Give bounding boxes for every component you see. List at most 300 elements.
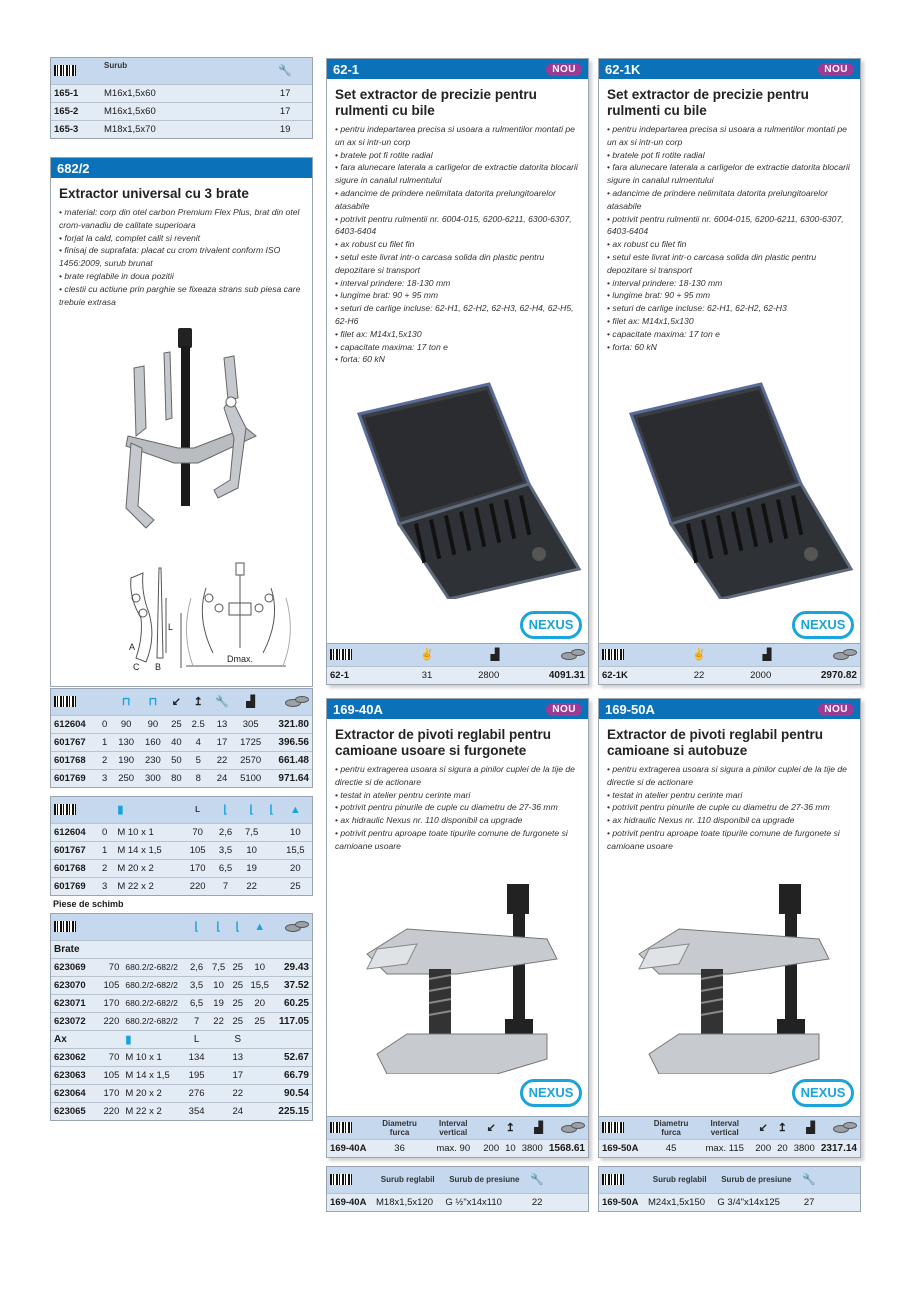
feature-item: • clestii cu actiune prin parghie se fixeaza strans sub piesa care trebuie extrasa bbox=[59, 283, 304, 309]
value: 90 bbox=[140, 715, 167, 733]
code: 601768 bbox=[51, 751, 99, 769]
value bbox=[265, 841, 279, 859]
spindle-icon: ▮ bbox=[117, 804, 124, 817]
col-l: L bbox=[183, 797, 213, 823]
code: 601769 bbox=[51, 877, 99, 895]
feature-item: • potrivit pentru pinurile de cuple cu diametru de 27-36 mm bbox=[335, 801, 580, 814]
thread: M 20 x 2 bbox=[114, 859, 182, 877]
table-row bbox=[51, 958, 312, 976]
size: 170 bbox=[99, 994, 122, 1012]
feature-item: • ax robust cu filet fin bbox=[335, 238, 580, 251]
price-coins-icon bbox=[833, 1122, 857, 1132]
table-169-50a-screws bbox=[598, 1166, 861, 1212]
value: 8 bbox=[186, 769, 209, 787]
pivot-extractor-image bbox=[619, 874, 839, 1074]
length: 354 bbox=[185, 1102, 208, 1120]
barcode-icon bbox=[54, 65, 76, 76]
product-title: Extractor universal cu 3 brate bbox=[59, 186, 249, 201]
feature-item: • filet ax: M14x1,5x130 bbox=[607, 315, 852, 328]
table-row bbox=[599, 666, 860, 684]
size: 3 bbox=[99, 769, 113, 787]
weight-icon: ▟ bbox=[534, 1122, 543, 1135]
feature-item: • fara alunecare laterala a carligelor de extractie datorita blocarii sigure in canalul rulmentului bbox=[335, 161, 580, 187]
tool-case-image bbox=[611, 374, 856, 599]
value: 7,5 bbox=[208, 958, 229, 976]
value: 19 bbox=[239, 859, 265, 877]
feature-item: • brate reglabile in doua pozitii bbox=[59, 270, 304, 283]
price-coins-icon bbox=[561, 1122, 585, 1132]
wrench-icon: 🔧 bbox=[278, 65, 293, 78]
col-s: S bbox=[229, 1030, 247, 1048]
size: 220 bbox=[99, 1012, 122, 1030]
tool-case-image bbox=[339, 374, 584, 599]
feature-item: • pentru extragerea usoara si sigura a pinilor cuplei de la tije de directie si de actionare bbox=[335, 763, 580, 789]
section-row-brate bbox=[51, 940, 312, 958]
product-card-169-50a bbox=[598, 698, 861, 1158]
feature-item: • testat in atelier pentru cerinte mari bbox=[335, 789, 580, 802]
feature-item: • potrivit pentru rulmentii nr. 6004-015, 6200-6211, 6300-6307, 6403-6404 bbox=[607, 213, 852, 239]
feature-item: • potrivit pentru pinurile de cuple cu diametru de 27-36 mm bbox=[607, 801, 852, 814]
feature-list bbox=[59, 206, 304, 308]
feature-item: • adancime de prindere nelimitata datorita prelungitoarelor atasabile bbox=[607, 187, 852, 213]
dimension-diagram bbox=[121, 558, 301, 673]
table-682-dimensions bbox=[50, 796, 313, 896]
value: 6,5 bbox=[212, 859, 238, 877]
pieces-hand-icon: ✌ bbox=[692, 649, 706, 662]
value: 160 bbox=[140, 733, 167, 751]
new-badge: NOU bbox=[818, 63, 854, 76]
table-row bbox=[51, 733, 312, 751]
weight: 2570 bbox=[234, 751, 267, 769]
weight: 305 bbox=[234, 715, 267, 733]
pieces: 31 bbox=[407, 666, 447, 684]
value: 20 bbox=[279, 859, 312, 877]
weight-icon: ▟ bbox=[762, 649, 772, 662]
table-row bbox=[599, 1139, 860, 1157]
pivot-extractor-image bbox=[347, 874, 567, 1074]
value: 25 bbox=[229, 976, 247, 994]
product-title: Extractor de pivoti reglabil pentru camioane si autobuze bbox=[607, 727, 824, 758]
table-row bbox=[599, 1193, 860, 1211]
product-code: 682/2 bbox=[57, 160, 90, 176]
svg-text:C: C bbox=[133, 662, 140, 672]
weight: 5100 bbox=[234, 769, 267, 787]
thread: M 10 x 1 bbox=[114, 823, 182, 841]
size: 1 bbox=[99, 733, 113, 751]
value: 25 bbox=[166, 715, 186, 733]
value: 36 bbox=[373, 1139, 426, 1157]
product-code: 62-1K bbox=[605, 61, 641, 77]
feature-item: • capacitate maxima: 17 ton e bbox=[607, 328, 852, 341]
section-label: Brate bbox=[51, 940, 312, 958]
product-table bbox=[327, 643, 588, 684]
value bbox=[265, 823, 279, 841]
weight: 2800 bbox=[447, 666, 502, 684]
feature-item: • ax robust cu filet fin bbox=[607, 238, 852, 251]
arm-b-icon: ⌊ bbox=[249, 804, 254, 817]
feature-item: • seturi de carlige incluse: 62-H1, 62-H2, 62-H3, 62-H4, 62-H5, 62-H6 bbox=[335, 302, 580, 328]
thread: M 22 x 2 bbox=[114, 877, 182, 895]
thread: M 10 x 1 bbox=[122, 1048, 185, 1066]
weight: 1725 bbox=[234, 733, 267, 751]
code: 165-3 bbox=[51, 120, 101, 138]
new-badge: NOU bbox=[546, 703, 582, 716]
table-header bbox=[51, 689, 312, 715]
product-code-header bbox=[599, 699, 860, 719]
value: 22 bbox=[239, 877, 265, 895]
price: 1568.61 bbox=[546, 1139, 588, 1157]
price: 396.56 bbox=[267, 733, 312, 751]
size: 220 bbox=[99, 1102, 122, 1120]
price: 971.64 bbox=[267, 769, 312, 787]
table-row bbox=[51, 1084, 312, 1102]
feature-item: • potrivit pentru aproape toate tipurile comune de furgonete si camioane usoare bbox=[607, 827, 852, 853]
code: 623062 bbox=[51, 1048, 99, 1066]
table-row bbox=[327, 1139, 588, 1157]
pieces-hand-icon: ✌ bbox=[420, 649, 434, 662]
feature-item: • pentru extragerea usoara si sigura a pinilor cuplei de la tije de directie si de actionare bbox=[607, 763, 852, 789]
value: 13 bbox=[210, 715, 234, 733]
table-header bbox=[51, 797, 312, 823]
value: 24 bbox=[229, 1102, 247, 1120]
value: 15,5 bbox=[279, 841, 312, 859]
surub: M16x1,5x60 bbox=[101, 102, 258, 120]
value: 200 bbox=[752, 1139, 774, 1157]
size: 70 bbox=[99, 1048, 122, 1066]
col-diametru-furca: Diametru furca bbox=[373, 1117, 426, 1139]
surub: M16x1,5x60 bbox=[101, 84, 258, 102]
value: 250 bbox=[113, 769, 140, 787]
table-header bbox=[51, 914, 312, 940]
value: 24 bbox=[210, 769, 234, 787]
code: 623065 bbox=[51, 1102, 99, 1120]
value: 17 bbox=[210, 733, 234, 751]
feature-item: • seturi de carlige incluse: 62-H1, 62-H2, 62-H3 bbox=[607, 302, 852, 315]
fit: 680.2/2-682/2 bbox=[122, 994, 185, 1012]
code: 601767 bbox=[51, 841, 99, 859]
product-card-682-2 bbox=[50, 157, 313, 687]
feature-item: • fara alunecare laterala a carligelor de extractie datorita blocarii sigure in canalul rulmentului bbox=[607, 161, 852, 187]
three-arm-puller-image bbox=[106, 328, 266, 538]
length: 220 bbox=[183, 877, 213, 895]
barcode-icon bbox=[602, 649, 624, 660]
jaw-depth-icon: ⊓ bbox=[148, 696, 158, 709]
reach-icon: ↙ bbox=[758, 1122, 768, 1135]
feature-item: • adancime de prindere nelimitata datorita prelungitoarelor atasabile bbox=[335, 187, 580, 213]
arm-c-icon: ⌊ bbox=[235, 921, 240, 934]
barcode-icon bbox=[330, 649, 352, 660]
svg-text:L: L bbox=[168, 622, 174, 632]
svg-text:B: B bbox=[155, 662, 162, 672]
value: 10 bbox=[247, 958, 273, 976]
thread: M 22 x 2 bbox=[122, 1102, 185, 1120]
price: 52.67 bbox=[273, 1048, 312, 1066]
product-title: Extractor de pivoti reglabil pentru camioane usoare si furgonete bbox=[335, 727, 552, 758]
product-code: 62-1 bbox=[333, 61, 360, 77]
code: 623063 bbox=[51, 1066, 99, 1084]
price: 117.05 bbox=[273, 1012, 312, 1030]
price: 661.48 bbox=[267, 751, 312, 769]
value: 10 bbox=[239, 841, 265, 859]
value: 22 bbox=[208, 1012, 229, 1030]
value: 10 bbox=[208, 976, 229, 994]
price: 29.43 bbox=[273, 958, 312, 976]
weight-icon: ▟ bbox=[806, 1122, 815, 1135]
price: 321.80 bbox=[267, 715, 312, 733]
table-header bbox=[327, 644, 588, 666]
value: 22 bbox=[210, 751, 234, 769]
size: 105 bbox=[99, 976, 122, 994]
tip-icon: ▲ bbox=[289, 803, 301, 816]
table-header bbox=[327, 1167, 588, 1193]
code: 612604 bbox=[51, 715, 99, 733]
price: 2317.14 bbox=[818, 1139, 860, 1157]
price-coins-icon bbox=[285, 696, 309, 706]
value: 25 bbox=[279, 877, 312, 895]
feature-item: • forta: 60 kN bbox=[335, 353, 580, 366]
weight: 3800 bbox=[791, 1139, 818, 1157]
code: 623070 bbox=[51, 976, 99, 994]
thread: M 20 x 2 bbox=[122, 1084, 185, 1102]
thread: M 14 x 1,5 bbox=[114, 841, 182, 859]
value: 19 bbox=[208, 994, 229, 1012]
lift-icon: ↥ bbox=[777, 1122, 787, 1135]
length: 170 bbox=[183, 859, 213, 877]
table-header bbox=[327, 1117, 588, 1139]
table-header bbox=[599, 1167, 860, 1193]
value: 2.5 bbox=[186, 715, 209, 733]
value: 20 bbox=[247, 994, 273, 1012]
fit: 680.2/2-682/2 bbox=[122, 1012, 185, 1030]
price-coins-icon bbox=[833, 649, 857, 659]
feature-item: • setul este livrat intr-o carcasa solida din plastic pentru depozitare si transport bbox=[607, 251, 852, 277]
value: 25 bbox=[229, 994, 247, 1012]
value: M24x1,5x150 bbox=[645, 1193, 714, 1211]
product-code: 169-50A bbox=[605, 701, 655, 717]
svg-text:Dmax.: Dmax. bbox=[227, 654, 254, 664]
jaw-opening-icon: ⊓ bbox=[121, 696, 131, 709]
nexus-logo: NEXUS bbox=[520, 611, 582, 639]
nexus-logo: NEXUS bbox=[792, 611, 854, 639]
code: 601769 bbox=[51, 769, 99, 787]
nexus-logo: NEXUS bbox=[792, 1079, 854, 1107]
table-row bbox=[327, 666, 588, 684]
product-code-header bbox=[599, 59, 860, 79]
table-row bbox=[51, 84, 312, 102]
value: 17 bbox=[229, 1066, 247, 1084]
size: 2 bbox=[99, 751, 113, 769]
thread: M 14 x 1,5 bbox=[122, 1066, 185, 1084]
value: G ½"x14x110 bbox=[442, 1193, 526, 1211]
length: 134 bbox=[185, 1048, 208, 1066]
feature-item: • bratele pot fi rotite radial bbox=[335, 149, 580, 162]
product-code-header bbox=[327, 59, 588, 79]
code: 169-50A bbox=[599, 1193, 645, 1211]
value: 2,6 bbox=[212, 823, 238, 841]
reach-icon: ↙ bbox=[171, 696, 181, 709]
arm-a-icon: ⌊ bbox=[194, 921, 199, 934]
svg-text:A: A bbox=[129, 642, 136, 652]
value: 300 bbox=[140, 769, 167, 787]
spare-parts-title: Piese de schimb bbox=[53, 899, 124, 909]
price: 60.25 bbox=[273, 994, 312, 1012]
value: 7 bbox=[212, 877, 238, 895]
table-row bbox=[51, 823, 312, 841]
value: 2,6 bbox=[185, 958, 208, 976]
product-table bbox=[599, 643, 860, 684]
feature-item: • bratele pot fi rotite radial bbox=[607, 149, 852, 162]
product-code: 169-40A bbox=[333, 701, 383, 717]
code: 169-40A bbox=[327, 1193, 373, 1211]
table-row bbox=[327, 1193, 588, 1211]
code: 165-1 bbox=[51, 84, 101, 102]
barcode-icon bbox=[602, 1174, 624, 1185]
size: 1 bbox=[99, 841, 114, 859]
key: 17 bbox=[258, 84, 312, 102]
length: 195 bbox=[185, 1066, 208, 1084]
price: 37.52 bbox=[273, 976, 312, 994]
feature-item: • setul este livrat intr-o carcasa solida din plastic pentru depozitare si transport bbox=[335, 251, 580, 277]
code: 623071 bbox=[51, 994, 99, 1012]
table-row bbox=[51, 751, 312, 769]
value: 22 bbox=[526, 1193, 548, 1211]
value: 80 bbox=[166, 769, 186, 787]
table-header bbox=[599, 1117, 860, 1139]
value bbox=[265, 877, 279, 895]
size: 2 bbox=[99, 859, 114, 877]
arm-b-icon: ⌊ bbox=[216, 921, 221, 934]
feature-item: • forta: 60 kN bbox=[607, 341, 852, 354]
feature-item: • lungime brat: 90 + 95 mm bbox=[607, 289, 852, 302]
value: 25 bbox=[229, 1012, 247, 1030]
feature-item: • capacitate maxima: 17 ton e bbox=[335, 341, 580, 354]
value: 230 bbox=[140, 751, 167, 769]
size: 3 bbox=[99, 877, 114, 895]
code: 623064 bbox=[51, 1084, 99, 1102]
new-badge: NOU bbox=[546, 63, 582, 76]
price-coins-icon bbox=[561, 649, 585, 659]
length: 276 bbox=[185, 1084, 208, 1102]
code: 601768 bbox=[51, 859, 99, 877]
size: 0 bbox=[99, 715, 113, 733]
price: 66.79 bbox=[273, 1066, 312, 1084]
value: 10 bbox=[502, 1139, 519, 1157]
code: 623069 bbox=[51, 958, 99, 976]
value: 27 bbox=[798, 1193, 820, 1211]
value: 3,5 bbox=[185, 976, 208, 994]
feature-item: • potrivit pentru aproape toate tipurile comune de furgonete si camioane usoare bbox=[335, 827, 580, 853]
nexus-logo: NEXUS bbox=[520, 1079, 582, 1107]
code: 165-2 bbox=[51, 102, 101, 120]
feature-item: • testat in atelier pentru cerinte mari bbox=[607, 789, 852, 802]
product-table bbox=[327, 1116, 588, 1157]
product-title: Set extractor de precizie pentru rulmenti cu bile bbox=[607, 87, 809, 118]
value: 50 bbox=[166, 751, 186, 769]
table-row bbox=[51, 1066, 312, 1084]
spindle-icon: ▮ bbox=[125, 1033, 132, 1046]
code: 169-40A bbox=[327, 1139, 373, 1157]
table-row bbox=[51, 1102, 312, 1120]
table-169-40a-screws bbox=[326, 1166, 589, 1212]
lift-icon: ↥ bbox=[193, 696, 203, 709]
price-coins-icon bbox=[285, 921, 309, 931]
table-row bbox=[51, 877, 312, 895]
value: 10 bbox=[279, 823, 312, 841]
code: 62-1 bbox=[327, 666, 407, 684]
feature-item: • potrivit pentru rulmentii nr. 6004-015, 6200-6211, 6300-6307, 6403-6404 bbox=[335, 213, 580, 239]
value: 200 bbox=[480, 1139, 502, 1157]
table-spare-parts bbox=[50, 913, 313, 1121]
barcode-icon bbox=[54, 921, 76, 932]
feature-item: • lungime brat: 90 + 95 mm bbox=[335, 289, 580, 302]
code: 612604 bbox=[51, 823, 99, 841]
price: 225.15 bbox=[273, 1102, 312, 1120]
value: 20 bbox=[774, 1139, 791, 1157]
value: 6,5 bbox=[185, 994, 208, 1012]
new-badge: NOU bbox=[818, 703, 854, 716]
lift-icon: ↥ bbox=[505, 1122, 515, 1135]
value: M18x1,5x120 bbox=[373, 1193, 442, 1211]
size: 170 bbox=[99, 1084, 122, 1102]
length: 105 bbox=[183, 841, 213, 859]
value: 22 bbox=[229, 1084, 247, 1102]
value: 40 bbox=[166, 733, 186, 751]
key: 19 bbox=[258, 120, 312, 138]
feature-item: • forjat la cald, complet calit si revenit bbox=[59, 232, 304, 245]
feature-item: • interval prindere: 18-130 mm bbox=[335, 277, 580, 290]
value: 25 bbox=[229, 958, 247, 976]
value: max. 115 bbox=[697, 1139, 752, 1157]
table-row bbox=[51, 976, 312, 994]
arm-c-icon: ⌊ bbox=[269, 804, 274, 817]
table-row bbox=[51, 769, 312, 787]
product-code-header bbox=[327, 699, 588, 719]
value: 4 bbox=[186, 733, 209, 751]
feature-item: • filet ax: M14x1,5x130 bbox=[335, 328, 580, 341]
price: 4091.31 bbox=[502, 666, 588, 684]
barcode-icon bbox=[602, 1122, 624, 1133]
wrench-icon: 🔧 bbox=[215, 696, 229, 709]
col-surub-reglabil: Surub reglabil bbox=[373, 1167, 442, 1193]
col-surub: Surub bbox=[101, 58, 258, 84]
code: 601767 bbox=[51, 733, 99, 751]
value: 7,5 bbox=[239, 823, 265, 841]
value: 13 bbox=[229, 1048, 247, 1066]
tip-icon: ▲ bbox=[254, 920, 266, 933]
feature-list bbox=[335, 123, 580, 366]
product-title: Set extractor de precizie pentru rulmenti cu bile bbox=[335, 87, 537, 118]
section-row-ax bbox=[51, 1030, 312, 1048]
table-165 bbox=[50, 57, 313, 139]
wrench-icon: 🔧 bbox=[530, 1174, 544, 1187]
code: 623072 bbox=[51, 1012, 99, 1030]
table-row bbox=[51, 120, 312, 138]
fit: 680.2/2-682/2 bbox=[122, 976, 185, 994]
value: 45 bbox=[645, 1139, 697, 1157]
surub: M18x1,5x70 bbox=[101, 120, 258, 138]
feature-item: • pentru indepartarea precisa si usoara a rulmentilor montati pe un ax si intr-un corp bbox=[335, 123, 580, 149]
table-row bbox=[51, 1012, 312, 1030]
code: 62-1K bbox=[599, 666, 679, 684]
product-code-header bbox=[51, 158, 312, 178]
table-row bbox=[51, 859, 312, 877]
table-row bbox=[51, 994, 312, 1012]
value: 5 bbox=[186, 751, 209, 769]
fit: 680.2/2-682/2 bbox=[122, 958, 185, 976]
table-row bbox=[51, 1048, 312, 1066]
size: 70 bbox=[99, 958, 122, 976]
feature-item: • interval prindere: 18-130 mm bbox=[607, 277, 852, 290]
